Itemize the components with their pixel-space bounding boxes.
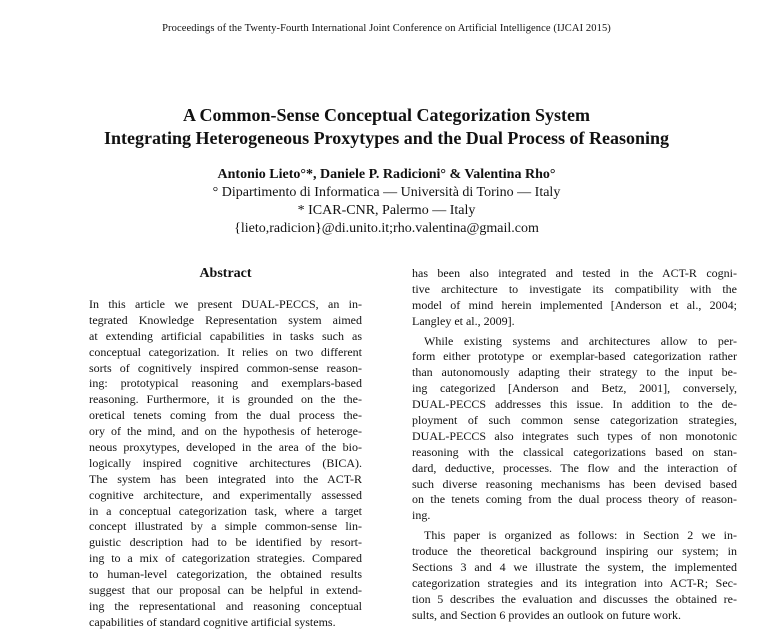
abstract-heading: Abstract xyxy=(199,266,252,281)
abstract-line: tegrated Knowledge Representation system aimed xyxy=(89,312,362,327)
affiliation-torino: ° Dipartimento di Informatica — Università di Torino — Italy xyxy=(212,185,561,200)
abstract-line: cognitive architecture, and experimentally assessed xyxy=(89,487,362,502)
body-line: ployment of such common sense categorization strategies, xyxy=(412,413,737,428)
abstract-line: conceptual categorization. It relies on two different xyxy=(89,344,362,359)
body-line: than autonomously adapting their strategy to the input be- xyxy=(412,365,737,380)
body-line: on the tenets coming from the dual process theory of reason- xyxy=(412,492,737,507)
body-line: has been also integrated and tested in the ACT-R cogni- xyxy=(412,266,737,280)
abstract-body xyxy=(89,297,362,631)
body-line: form either prototype or exemplar-based categorization rather xyxy=(412,349,737,364)
author-list: Antonio Lieto°*, Daniele P. Radicioni° & Valentina Rho° xyxy=(217,167,556,182)
body-line: troduce the theoretical background inspiring our system; in xyxy=(412,544,737,559)
abstract-line: at extending artificial capabilities in tasks such as xyxy=(89,328,362,343)
abstract-line: oretical tenets coming from the dual process the- xyxy=(89,408,362,423)
body-line: sults, and Section 6 provides an outlook on future work. xyxy=(412,607,681,622)
intro-continuation xyxy=(412,266,737,624)
title-line-1: A Common-Sense Conceptual Categorization System xyxy=(183,105,590,125)
abstract-line: The system has been integrated into the ACT-R xyxy=(89,471,362,486)
author-emails: {lieto,radicion}@di.unito.it;rho.valentina@gmail.com xyxy=(234,221,539,236)
abstract-line: guistic description had to be identified by resort- xyxy=(89,535,362,550)
abstract-line: ing the representational and reasoning conceptual xyxy=(89,598,362,613)
abstract-line: ory of the mind, and on the hypothesis of heteroge- xyxy=(89,424,362,439)
body-line: such diverse reasoning mechanisms has been devised based xyxy=(412,476,737,491)
abstract-line: sorts of cognitively inspired common-sense reason- xyxy=(89,360,362,375)
affiliation-icar: * ICAR-CNR, Palermo — Italy xyxy=(297,203,476,218)
body-line: DUAL-PECCS addresses this issue. In addition to the de- xyxy=(412,397,737,412)
body-line: Langley et al., 2009]. xyxy=(412,313,515,328)
body-line: Sections 3 and 4 we illustrate the system, the implemented xyxy=(412,560,737,575)
title-line-2: Integrating Heterogeneous Proxytypes and the Dual Process of Reasoning xyxy=(104,128,669,148)
body-line: reasoning with the classical categorizations based on stan- xyxy=(412,444,737,459)
abstract-line: in a conceptual categorization task, where a target xyxy=(89,503,362,518)
body-line: model of mind herein implemented [Anderson et al., 2004; xyxy=(412,297,737,312)
body-line: tion 5 describes the evaluation and discusses the obtained re- xyxy=(412,591,737,606)
conference-header: Proceedings of the Twenty-Fourth International Joint Conference on Artificial Intelligence (IJCAI 2015) xyxy=(162,23,611,34)
paper-title xyxy=(0,104,773,150)
body-line: ing categorized [Anderson and Betz, 2001], conversely, xyxy=(412,381,737,396)
abstract-line: In this article we present DUAL-PECCS, an in- xyxy=(89,297,362,311)
abstract-line: reasoning. Furthermore, it is grounded on the the- xyxy=(89,392,362,407)
abstract-line: to human-level categorization, the obtained results xyxy=(89,567,362,582)
abstract-line: neous proxytypes, developed in the area of the bio- xyxy=(89,440,362,455)
body-line: While existing systems and architectures allow to per- xyxy=(424,333,737,348)
abstract-line: ing to a mix of categorization strategies. Compared xyxy=(89,551,362,566)
abstract-line: ing: prototypical reasoning and exemplars-based xyxy=(89,376,362,391)
abstract-line: suggest that our proposal can be helpful in extend- xyxy=(89,583,362,598)
body-line: This paper is organized as follows: in Section 2 we in- xyxy=(424,528,737,543)
body-line: DUAL-PECCS also integrates such types of non monotonic xyxy=(412,428,737,443)
body-line: ing. xyxy=(412,508,431,523)
body-line: dard, deductive, processes. The flow and the interaction of xyxy=(412,460,737,475)
abstract-line: logically inspired cognitive architectures (BICA). xyxy=(89,455,362,470)
abstract-line: capabilities of standard cognitive artificial systems. xyxy=(89,614,336,629)
abstract-line: concept illustrated by a simple common-sense lin- xyxy=(89,519,362,534)
body-line: tive architecture to investigate its compatibility with the xyxy=(412,281,737,296)
body-line: categorization strategies and its integration into ACT-R; Sec- xyxy=(412,575,737,590)
